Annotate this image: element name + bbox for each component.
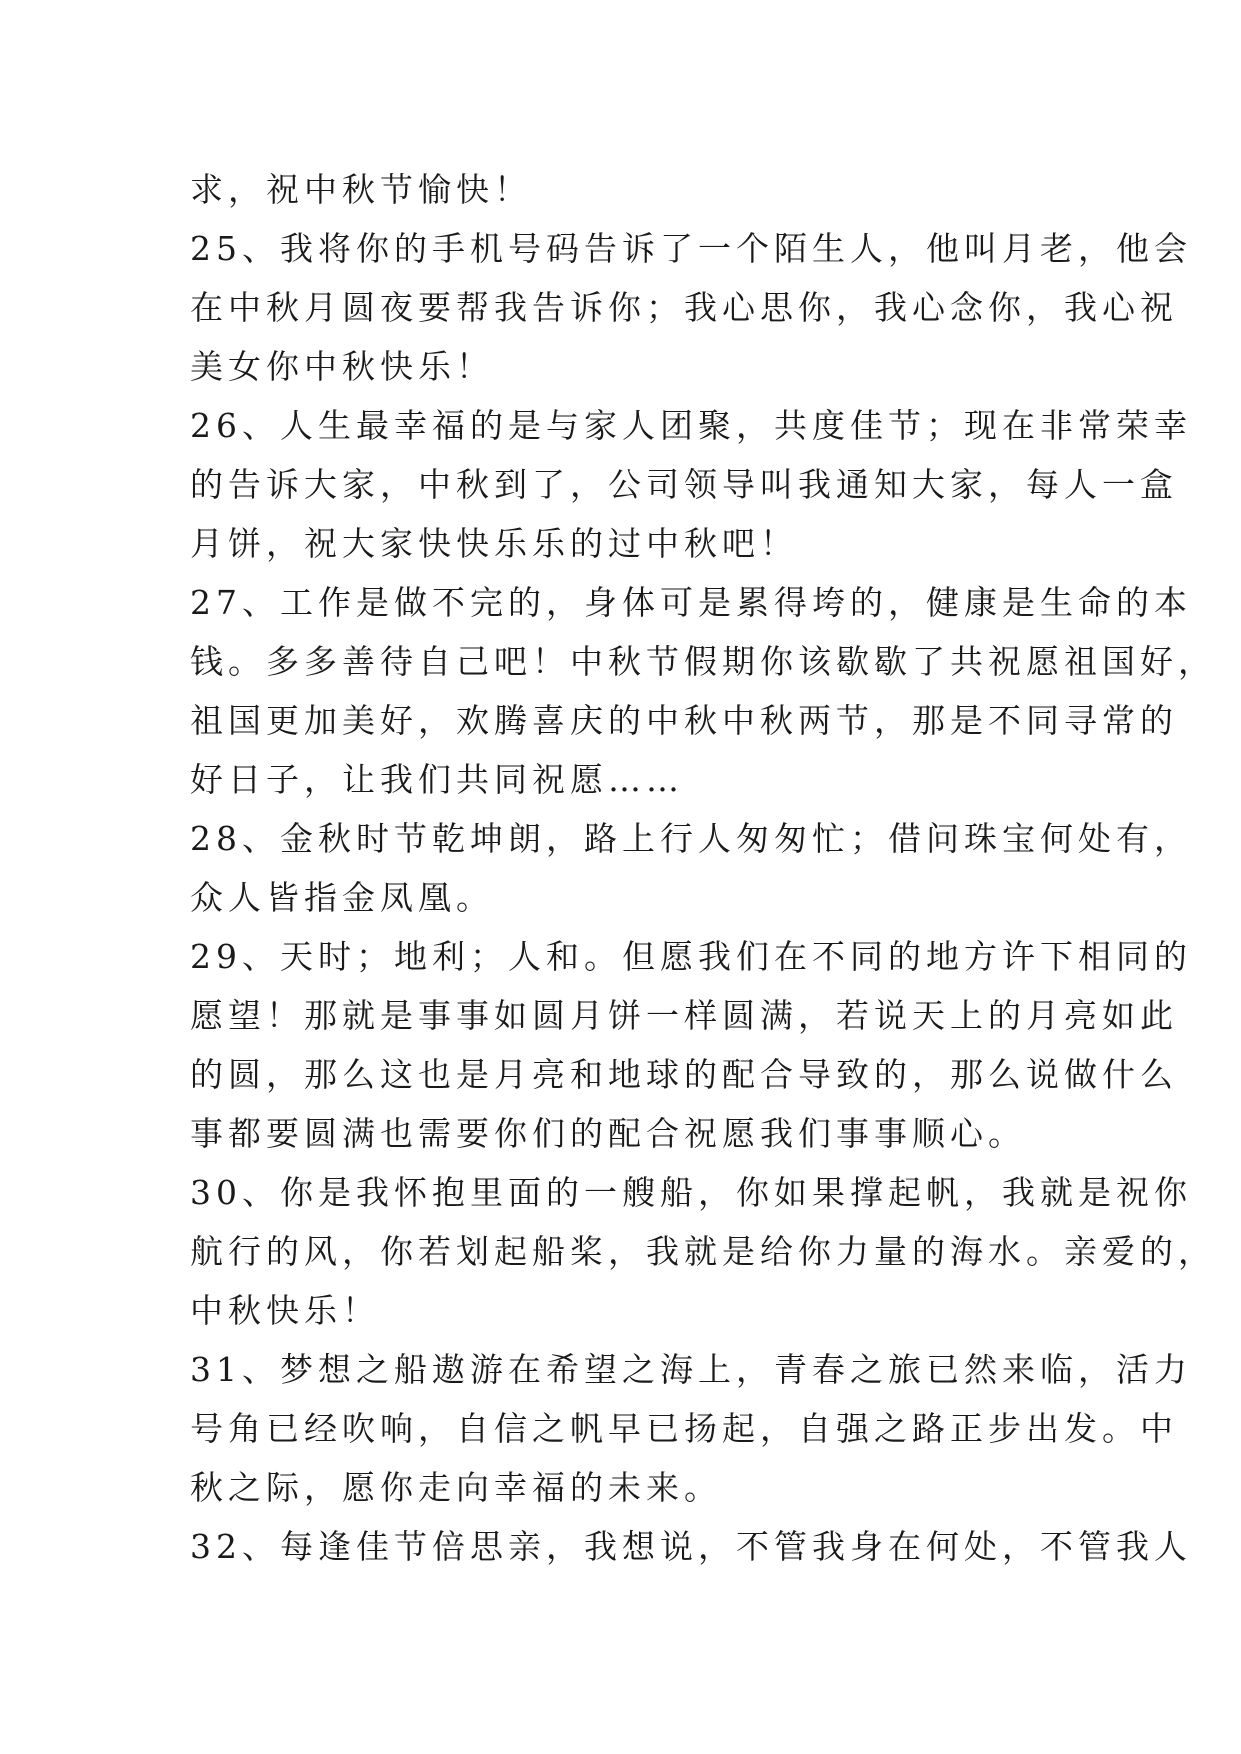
- text-line: 好日子，让我们共同祝愿……: [190, 760, 684, 799]
- text-line: 25、我将你的手机号码告诉了一个陌生人，他叫月老，他会: [190, 229, 1192, 268]
- text-line: 的告诉大家，中秋到了，公司领导叫我通知大家，每人一盒: [190, 465, 1178, 504]
- text-line: 众人皆指金凤凰。: [190, 878, 494, 917]
- text-line: 28、金秋时节乾坤朗，路上行人匆匆忙；借问珠宝何处有，: [190, 819, 1192, 858]
- text-line: 32、每逢佳节倍思亲，我想说，不管我身在何处，不管我人: [190, 1527, 1192, 1566]
- document-text: [190, 160, 1216, 1576]
- text-line: 31、梦想之船遨游在希望之海上，青春之旅已然来临，活力: [190, 1350, 1192, 1389]
- text-line: 中秋快乐！: [190, 1291, 380, 1330]
- text-line: 求，祝中秋节愉快！: [190, 170, 532, 209]
- text-line: 的圆，那么这也是月亮和地球的配合导致的，那么说做什么: [190, 1055, 1178, 1094]
- text-line: 秋之际，愿你走向幸福的未来。: [190, 1468, 722, 1507]
- text-line: 月饼，祝大家快快乐乐的过中秋吧！: [190, 524, 798, 563]
- text-line: 号角已经吹响，自信之帆早已扬起，自强之路正步出发。中: [190, 1409, 1178, 1448]
- text-line: 航行的风，你若划起船桨，我就是给你力量的海水。亲爱的，: [190, 1232, 1216, 1271]
- text-line: 钱。多多善待自己吧！中秋节假期你该歇歇了共祝愿祖国好，: [190, 642, 1216, 681]
- text-line: 祖国更加美好，欢腾喜庆的中秋中秋两节，那是不同寻常的: [190, 701, 1178, 740]
- text-line: 27、工作是做不完的，身体可是累得垮的，健康是生命的本: [190, 583, 1192, 622]
- text-line: 30、你是我怀抱里面的一艘船，你如果撑起帆，我就是祝你: [190, 1173, 1192, 1212]
- text-line: 愿望！那就是事事如圆月饼一样圆满，若说天上的月亮如此: [190, 996, 1178, 1035]
- text-line: 26、人生最幸福的是与家人团聚，共度佳节；现在非常荣幸: [190, 406, 1192, 445]
- text-line: 美女你中秋快乐！: [190, 347, 494, 386]
- text-line: 29、天时；地利；人和。但愿我们在不同的地方许下相同的: [190, 937, 1192, 976]
- text-line: 在中秋月圆夜要帮我告诉你；我心思你，我心念你，我心祝: [190, 288, 1178, 327]
- text-line: 事都要圆满也需要你们的配合祝愿我们事事顺心。: [190, 1114, 1026, 1153]
